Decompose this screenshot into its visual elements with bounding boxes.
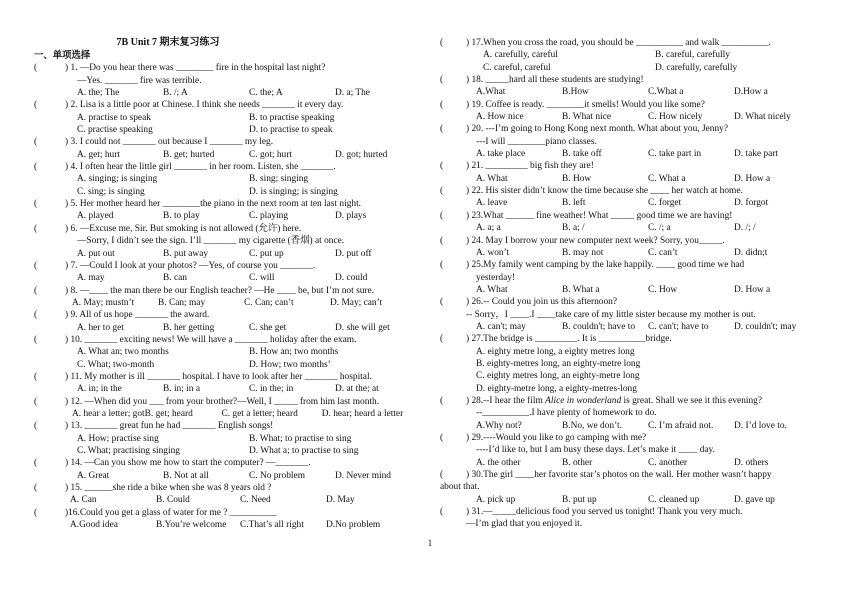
option-a[interactable]: A. What <box>476 173 508 184</box>
answer-bracket[interactable]: ( <box>440 210 444 221</box>
question-item <box>34 260 422 285</box>
option-a[interactable]: A. What <box>476 284 508 295</box>
question-item <box>34 99 422 136</box>
option-b[interactable]: B. eighty-metres long, an eighty-metre long <box>476 358 641 369</box>
question-item <box>34 62 422 99</box>
option-b[interactable]: B. may not <box>562 247 604 258</box>
answer-bracket[interactable]: ( <box>440 186 444 197</box>
option-a[interactable]: A. How nice <box>476 112 524 123</box>
option-a[interactable]: A. the other <box>476 457 521 468</box>
question-stem <box>440 259 832 271</box>
option-a[interactable]: A. get; hurt <box>77 149 120 160</box>
option-c[interactable]: C.That’s all right <box>240 520 304 531</box>
question-stem <box>34 420 422 432</box>
answer-bracket[interactable]: ( <box>34 100 38 111</box>
stem-text: ) 11. My mother is ill _______ hospital. I have to look after her _______ hospital. <box>65 371 372 382</box>
stem-text: ) 12. —When did you ___ from your brother?—Well, I _____ from him last month. <box>65 396 380 407</box>
option-c[interactable]: C. she get <box>249 322 287 333</box>
question-stem <box>440 123 832 135</box>
stem-text: ) 2. Lisa is a little poor at Chinese. I think she needs _______ it every day. <box>65 100 344 111</box>
question-item <box>34 136 422 161</box>
option-b[interactable]: B. /; A <box>163 88 188 99</box>
option-c[interactable]: C. the; A <box>249 88 283 99</box>
question-stem <box>34 136 422 148</box>
option-a[interactable]: A. leave <box>476 198 508 209</box>
stem-text: ) 27.The bridge is _________. It is __________bridge. <box>466 334 672 345</box>
options-row <box>440 247 832 259</box>
option-d[interactable]: D. I’d love to. <box>734 420 787 431</box>
question-item <box>34 482 422 507</box>
stem-text: ) 18. _____hard all these students are studying! <box>466 75 644 86</box>
section-heading: 一、单项选择 <box>34 51 91 61</box>
left-column <box>34 37 422 531</box>
page-number: 1 <box>427 538 433 548</box>
options-row <box>440 62 832 74</box>
question-item <box>34 161 422 198</box>
question-item <box>34 457 422 482</box>
question-stem <box>440 395 832 407</box>
option-b[interactable]: B. a; / <box>562 223 585 234</box>
question-stem <box>34 507 422 519</box>
option-b[interactable]: B. couldn't; have to <box>562 321 636 332</box>
stem-text: ) 21. _________ big fish they are! <box>466 161 594 172</box>
option-d[interactable]: D. didn;t <box>734 247 768 258</box>
option-b[interactable]: B. What nice <box>562 112 612 123</box>
option-b[interactable]: B.You’re welcome <box>156 520 227 531</box>
answer-bracket[interactable]: ( <box>34 285 38 296</box>
options-row <box>34 519 422 531</box>
options-row <box>34 272 422 284</box>
option-c[interactable]: C. cleaned up <box>648 494 700 505</box>
option-c[interactable]: C. take part in <box>648 149 702 160</box>
question-continuation: ----I’d like to, but I am busy these days. Let’s make it ____ day. <box>476 445 715 456</box>
question-stem <box>440 210 832 222</box>
option-c[interactable]: C. will <box>249 273 275 284</box>
options-row <box>440 111 832 123</box>
question-stem <box>440 160 832 172</box>
option-a[interactable]: A. won’t <box>476 247 510 258</box>
answer-bracket[interactable]: ( <box>440 297 444 308</box>
answer-bracket[interactable]: ( <box>440 395 444 406</box>
question-item <box>440 333 832 395</box>
options-row <box>34 408 422 420</box>
options-row <box>34 173 422 185</box>
question-stem <box>440 333 832 345</box>
question-stem <box>34 482 422 494</box>
option-c[interactable]: C. Can; can’t <box>244 297 294 308</box>
question-stem <box>440 469 832 481</box>
question-continuation: ---I will ________piano classes. <box>476 136 597 147</box>
option-a[interactable]: A.Why not? <box>476 420 522 431</box>
option-d[interactable]: D. What a; to practise to sing <box>249 446 359 456</box>
option-c[interactable]: C. No problem <box>249 470 305 481</box>
stem-text: ) 22. His sister didn’t know the time because she ____ her watch at home. <box>466 186 743 197</box>
question-stem <box>34 396 422 408</box>
option-b[interactable]: B. her getting <box>163 322 215 333</box>
question-stem <box>34 457 422 469</box>
answer-bracket[interactable]: ( <box>34 483 38 494</box>
option-d[interactable]: D. others <box>734 457 769 468</box>
answer-bracket[interactable]: ( <box>34 396 38 407</box>
question-item <box>34 371 422 396</box>
option-b[interactable]: B. How <box>562 173 592 184</box>
options-row <box>34 494 422 506</box>
option-b[interactable]: B. can <box>163 273 187 284</box>
option-a[interactable]: A. pick up <box>476 494 516 505</box>
question-stem <box>440 235 832 247</box>
option-c[interactable]: C. get a letter; heard <box>221 408 298 419</box>
question-stem <box>34 161 422 173</box>
option-d[interactable]: D. forgot <box>734 198 769 209</box>
option-b[interactable]: B. get; hurted <box>163 149 215 160</box>
question-stem <box>440 296 832 308</box>
answer-bracket[interactable]: ( <box>440 260 444 271</box>
stem-text: ) 23.What ______ fine weather! What _____ good time we are having! <box>466 210 733 221</box>
stem-text: ) 25.My family went camping by the lake happily. ____ good time we had <box>466 260 745 271</box>
option-a[interactable]: A. How; practise sing <box>77 433 159 444</box>
option-a[interactable]: A. What an; two months <box>77 347 169 358</box>
question-stem <box>440 432 832 444</box>
stem-text: ) 1. —Do you hear there was ________ fire in the hospital last night? <box>65 63 326 74</box>
answer-bracket[interactable]: ( <box>34 458 38 469</box>
option-d[interactable]: D. put off <box>335 248 372 259</box>
option-d[interactable]: D. she will get <box>335 322 390 333</box>
option-a[interactable]: A. practise to speak <box>77 112 151 123</box>
answer-bracket[interactable]: ( <box>34 310 38 321</box>
option-b[interactable]: B. Could <box>156 495 190 506</box>
option-b[interactable]: B. put up <box>562 494 597 505</box>
option-c[interactable]: C. in the; in <box>249 384 294 395</box>
option-b[interactable]: B. to practise speaking <box>249 112 335 123</box>
stem-text: ) 31.—_____delicious food you served us tonight! Thank you very much. <box>466 507 743 518</box>
question-stem <box>34 99 422 111</box>
question-continuation: -- Sorry，I ____.I ____take care of my little sister because my mother is out. <box>466 309 756 320</box>
option-c[interactable]: C. forget <box>648 198 682 209</box>
option-c[interactable]: C.What a <box>648 87 684 98</box>
options-row <box>440 420 832 432</box>
option-d[interactable]: D. May <box>326 495 355 506</box>
answer-bracket[interactable]: ( <box>34 421 38 432</box>
stem-text: ) 28.--I hear the film Alice in wonderland is great. Shall we see it this evening? <box>466 395 763 406</box>
option-d[interactable]: D. hear; heard a letter <box>321 408 404 419</box>
option-d[interactable]: D. could <box>335 273 368 284</box>
stem-text: ) 13. _______ great fun he had _______ English songs! <box>65 421 274 432</box>
stem-text: ) 6. —Excuse me, Sir. But smoking is not allowed (允许) here. <box>65 223 302 234</box>
options-row <box>34 322 422 334</box>
question-stem <box>34 198 422 210</box>
question-item <box>34 285 422 310</box>
answer-bracket[interactable]: ( <box>34 334 38 345</box>
question-stem <box>440 99 832 111</box>
options-row <box>34 383 422 395</box>
answer-bracket[interactable]: ( <box>440 507 444 518</box>
option-a[interactable]: A. singing; is singing <box>77 174 158 185</box>
question-item <box>440 235 832 260</box>
options-row <box>34 445 422 457</box>
option-a[interactable]: A. hear a letter; got <box>72 408 145 419</box>
option-c[interactable]: C. /; a <box>648 223 671 234</box>
question-item <box>34 309 422 334</box>
stem-text: ) 5. Her mother heard her ________the piano in the next room at ten last night. <box>65 199 362 210</box>
answer-bracket[interactable]: ( <box>440 470 444 481</box>
option-a[interactable]: A. can't; may <box>476 321 526 332</box>
option-a[interactable]: A.Good idea <box>70 520 118 531</box>
left-question-list <box>34 62 422 531</box>
options-row <box>440 148 832 160</box>
option-d[interactable]: D. What nicely <box>734 112 791 123</box>
answer-bracket[interactable]: ( <box>440 235 444 246</box>
option-d[interactable]: D. a; The <box>335 88 370 99</box>
question-item <box>440 259 832 296</box>
question-stem <box>34 62 422 74</box>
option-b[interactable]: B. What; to practise to sing <box>249 433 352 444</box>
option-c[interactable]: C. What a <box>648 173 686 184</box>
option-d[interactable]: D. to practise to speak <box>249 125 333 136</box>
option-b[interactable]: B. How an; two months <box>249 347 339 358</box>
option-c[interactable]: C. put up <box>249 248 284 259</box>
question-item <box>440 469 832 506</box>
options-row <box>34 124 422 136</box>
film-title: Alice in wonderland <box>545 395 622 406</box>
option-a[interactable]: A. played <box>77 211 114 222</box>
answer-bracket[interactable]: ( <box>440 161 444 172</box>
option-b[interactable]: B. Can; may <box>158 297 206 308</box>
question-item <box>440 37 832 74</box>
option-d[interactable]: D. plays <box>335 211 367 222</box>
question-item <box>34 420 422 457</box>
option-a[interactable]: A. carefully, careful <box>483 50 558 61</box>
question-continuation: yesterday! <box>476 272 516 283</box>
answer-bracket[interactable]: ( <box>440 75 444 86</box>
options-row <box>440 494 832 506</box>
options-row <box>34 248 422 260</box>
option-b[interactable]: B. careful, carefully <box>655 50 730 61</box>
option-a[interactable]: A. a; a <box>476 223 501 234</box>
option-b[interactable]: B.How <box>562 87 589 98</box>
question-continuation: —Sorry, I didn’t see the sign. I’ll _______ my cigarette (香烟) at once. <box>77 236 345 247</box>
question-stem <box>440 185 832 197</box>
option-c[interactable]: C. got; hurt <box>249 149 292 160</box>
answer-bracket[interactable]: ( <box>440 433 444 443</box>
option-a[interactable]: A. put out <box>77 248 115 259</box>
option-d[interactable]: D. got; hurted <box>335 149 388 160</box>
option-c[interactable]: C. I’m afraid not. <box>648 420 714 431</box>
options-row <box>34 433 422 445</box>
option-c[interactable]: C. What; practising singing <box>77 446 180 456</box>
question-item <box>440 99 832 124</box>
option-d[interactable]: D. gave up <box>734 494 775 505</box>
option-d[interactable]: D. Never mind <box>335 470 391 481</box>
option-c[interactable]: C. practise speaking <box>77 125 153 136</box>
stem-text: ) 29.----Would you like to go camping with me? <box>466 433 647 443</box>
stem-text: ) 14. —Can you show me how to start the computer? —_______. <box>65 458 311 469</box>
option-c[interactable]: C. sing; is singing <box>77 186 145 197</box>
option-c[interactable]: C. playing <box>249 211 289 222</box>
option-d[interactable]: D. How; two months’ <box>249 359 331 370</box>
option-c[interactable]: C. can’t <box>648 247 678 258</box>
stem-text: ) 4. I often hear the little girl _______ in her room. Listen, she _______. <box>65 162 336 173</box>
answer-bracket[interactable]: ( <box>34 507 38 518</box>
answer-bracket[interactable]: ( <box>34 63 38 74</box>
stem-text: ) 19. Coffee is ready. ________it smells! Would you like some? <box>466 99 705 110</box>
option-a[interactable]: A. take place <box>476 149 526 160</box>
option-c[interactable]: C. careful, careful <box>483 62 551 73</box>
answer-bracket[interactable]: ( <box>440 334 444 345</box>
option-d[interactable]: D. eighty-metre long, a eighty-metres-long <box>476 383 637 394</box>
answer-bracket[interactable]: ( <box>440 38 444 48</box>
question-continuation: about that. <box>440 482 480 493</box>
question-item <box>34 198 422 223</box>
option-d[interactable]: D. /; / <box>734 223 756 234</box>
option-c[interactable]: C. How <box>648 284 678 295</box>
stem-text: )16.Could you get a glass of water for me ? __________ <box>65 507 277 518</box>
options-row <box>34 470 422 482</box>
stem-text: ) 10. _______ exciting news! We will have a _______ holiday after the exam. <box>65 334 357 345</box>
question-item <box>34 334 422 371</box>
question-item <box>440 210 832 235</box>
option-b[interactable]: B. in; in a <box>163 384 200 395</box>
question-stem <box>34 371 422 383</box>
question-item <box>440 74 832 99</box>
option-a[interactable]: A.What <box>476 87 506 98</box>
options-row <box>440 49 832 61</box>
options-row <box>440 321 832 333</box>
option-a[interactable]: A. the; The <box>77 88 120 99</box>
answer-bracket[interactable]: ( <box>34 137 38 148</box>
option-a[interactable]: A. eighty metre long, a eighty metres long <box>476 346 635 357</box>
option-a[interactable]: A. May; mustn’t <box>72 297 135 308</box>
option-d[interactable]: D.How a <box>734 87 768 98</box>
question-stem <box>34 334 422 346</box>
stem-text: ) 24. May I borrow your new computer next week? Sorry, you_____. <box>466 235 725 246</box>
answer-bracket[interactable]: ( <box>34 260 38 271</box>
options-row <box>440 173 832 185</box>
options-row <box>440 197 832 209</box>
option-b[interactable]: B. to play <box>163 211 200 222</box>
option-d[interactable]: D. couldn't; may <box>734 321 797 332</box>
stem-text: ) 20. ---I’m going to Hong Kong next month. What about you, Jenny? <box>466 124 729 135</box>
option-d[interactable]: D. How a <box>734 173 771 184</box>
answer-bracket[interactable]: ( <box>34 371 38 382</box>
question-continuation: —Yes. _______ fire was terrible. <box>77 75 202 86</box>
option-c[interactable]: C. Need <box>240 495 271 506</box>
option-b[interactable]: B. What a <box>562 284 600 295</box>
option-c[interactable]: C. What; two-month <box>77 359 155 370</box>
page-title: 7B Unit 7 期末复习练习 <box>116 37 220 48</box>
answer-bracket[interactable]: ( <box>440 99 444 110</box>
stem-text: ) 15. ______she ride a bike when she was 8 years old ? <box>65 483 272 494</box>
option-b[interactable]: B. left <box>562 198 586 209</box>
options-row <box>34 186 422 198</box>
options-row <box>34 297 422 309</box>
question-stem <box>440 37 832 49</box>
option-a[interactable]: A. Great <box>77 470 110 481</box>
options-row <box>34 87 422 99</box>
option-d[interactable]: D. is singing; is singing <box>249 186 338 197</box>
stem-text: ) 7. —Could I look at your photos? —Yes, of course you _______. <box>65 260 316 271</box>
question-item <box>34 396 422 421</box>
question-item <box>440 160 832 185</box>
options-row <box>34 359 422 371</box>
option-a[interactable]: A. Can <box>70 495 97 506</box>
option-c[interactable]: C. another <box>648 457 688 468</box>
question-continuation: --__________.I have plenty of homework to do. <box>476 408 657 419</box>
question-continuation: —I’m glad that you enjoyed it. <box>466 519 583 530</box>
option-d[interactable]: D.No problem <box>326 520 381 531</box>
option-c[interactable]: C. can't; have to <box>648 321 709 332</box>
options-row <box>34 112 422 124</box>
options-row <box>34 346 422 358</box>
option-a[interactable]: A. may <box>77 273 105 284</box>
option-b[interactable]: B.No, we don’t. <box>562 420 622 431</box>
question-item <box>34 507 422 532</box>
question-stem <box>34 223 422 235</box>
right-question-list <box>440 37 832 531</box>
option-b[interactable]: B. take off <box>562 149 602 160</box>
options-row <box>440 284 832 296</box>
option-c[interactable]: C. eighty metres long, an eighty-metre long <box>476 371 640 382</box>
option-d[interactable]: D. May; can’t <box>330 297 383 308</box>
question-stem <box>34 285 422 297</box>
option-b[interactable]: B. get; heard <box>144 408 193 419</box>
option-a[interactable]: A. her to get <box>77 322 124 333</box>
option-d[interactable]: D. How a <box>734 284 771 295</box>
option-a[interactable]: A. in; in the <box>77 384 122 395</box>
options-row <box>34 210 422 222</box>
question-stem <box>34 309 422 321</box>
options-row <box>440 222 832 234</box>
option-d[interactable]: D. at the; at <box>335 384 379 395</box>
option-b[interactable]: B. put away <box>163 248 209 259</box>
answer-bracket[interactable]: ( <box>34 162 38 173</box>
answer-bracket[interactable]: ( <box>34 199 38 210</box>
stem-text: ) 8. —____ the man there be our English teacher? —He ____ be, but I’m not sure. <box>65 285 375 296</box>
option-b[interactable]: B. sing; singing <box>249 174 309 185</box>
question-stem <box>440 506 832 518</box>
question-item <box>440 185 832 210</box>
stem-text: ) 9. All of us hope _______ the award. <box>65 310 210 321</box>
stem-text: ) 3. I could not _______ out because I _______ my leg. <box>65 137 274 148</box>
question-stem <box>440 74 832 86</box>
right-column <box>440 37 832 531</box>
answer-bracket[interactable]: ( <box>34 223 38 234</box>
option-d[interactable]: D. carefully, carefully <box>655 62 738 73</box>
option-c[interactable]: C. How nicely <box>648 112 703 123</box>
question-item <box>440 432 832 469</box>
stem-text: ) 26.-- Could you join us this afternoon? <box>466 297 618 308</box>
question-item <box>34 223 422 260</box>
question-stem <box>34 260 422 272</box>
stem-text: ) 30.The girl ____her favorite star’s photos on the wall. Her mother wasn’t happy <box>466 470 772 481</box>
answer-bracket[interactable]: ( <box>440 124 444 135</box>
question-item <box>440 296 832 333</box>
option-b[interactable]: B. other <box>562 457 593 468</box>
question-item <box>440 506 832 531</box>
option-b[interactable]: B. Not at all <box>163 470 209 481</box>
options-row <box>34 149 422 161</box>
options-row <box>440 86 832 98</box>
options-row <box>440 457 832 469</box>
stem-text: ) 17.When you cross the road, you should be __________ and walk __________. <box>466 38 771 48</box>
option-d[interactable]: D. take part <box>734 149 778 160</box>
question-item <box>440 395 832 432</box>
question-item <box>440 123 832 160</box>
